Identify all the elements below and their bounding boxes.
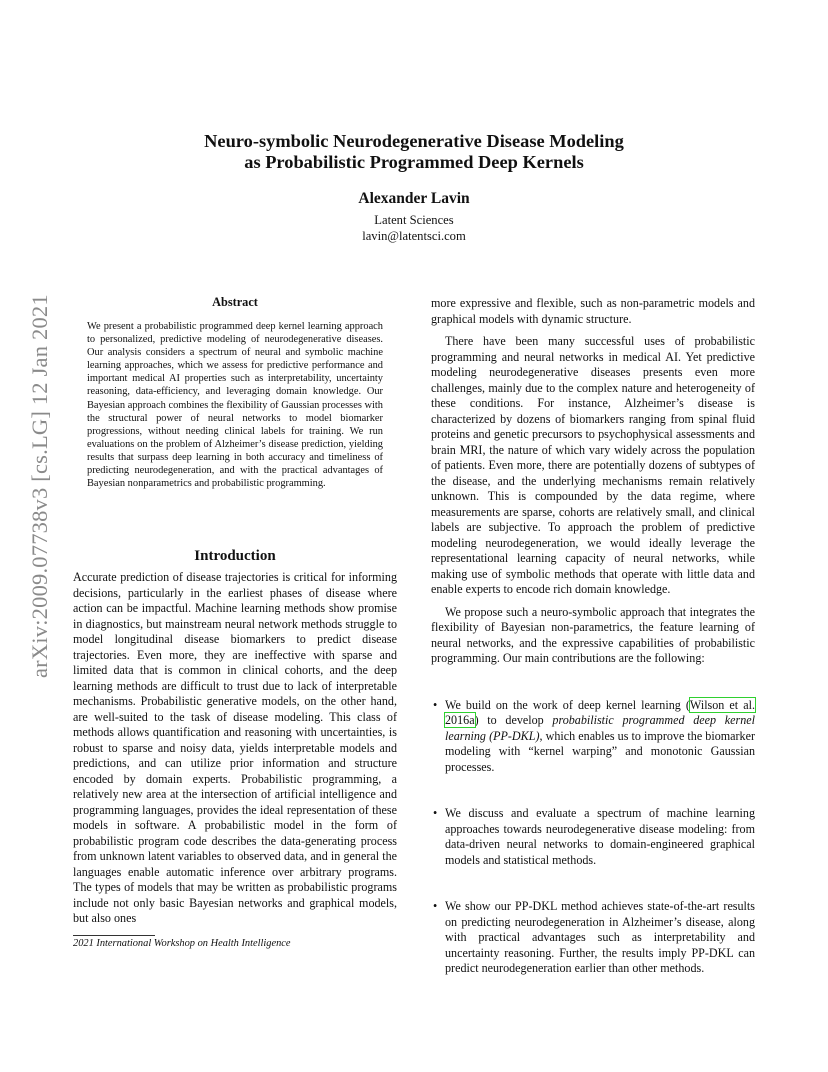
paragraph-challenges: There have been many successful uses of probabilistic programming and neural networks in medical AI. Yet predictive modeling neurodegenerative diseases presents even more challenges, mainly due to the complex nature and heterogeneity of these conditions. For instance, Alzheimer’s disease is characterized by dozens of biomarkers ranging from spinal fluid proteins and genetic precursors to psychophysical assessments and brain MRI, the nature of which vary widely across the population of patients. Even more, there are potentially dozens of subtypes of the disease, and the underlying mechanisms remain relatively unknown. This is compounded by the data regime, where measurements are sparse, cohorts are relatively small, and clinical labels are subjective. To approach the problem of predictive modeling neurodegeneration, we would ideally leverage the representational learning capacity of neural networks, while making use of symbolic methods that operate with little data and enable experts to encode rich domain knowledge. xyxy=(431,334,755,596)
bullet-icon: • xyxy=(433,806,438,820)
title-line-2: as Probabilistic Programmed Deep Kernels xyxy=(244,152,584,172)
right-column xyxy=(431,296,755,1008)
list-item-text: We build on the work of deep kernel learning ( xyxy=(445,697,690,712)
affiliation: Latent Sciences xyxy=(374,213,454,227)
footnote: 2021 International Workshop on Health Intelligence xyxy=(73,938,291,949)
intro-paragraph-1: Accurate prediction of disease trajectories is critical for informing decisions, particularly in the earliest phases of disease where action can be impactful. Machine learning methods show promise in diagnostics, but mainstream neural network methods struggle to model longitudinal disease biomarkers to predict disease trajectories. Even more, they are ineffective with sparse and limited data that is common in clinical cohorts, and the deep learning methods are difficult to trust due to lack of interpretable mechanisms. Probabilistic generative models, on the other hand, are well-suited to the task of disease modeling. This class of methods allows quantification and reasoning with uncertainties, is robust to sparse and noisy data, yields interpretable models and predictions, and can utilize prior information and structure encoded by domain experts. Probabilistic programming, a relatively new area at the intersection of artificial intelligence and programming languages, provides the ideal representation of these models in software. A probabilistic model in the form of probabilistic program code describes the data-generating process from unknown latent variables to observed data, and in general the languages enable automatic inference over arbitrary programs. The types of models that may be written as probabilistic programs include not only basic Bayesian networks and graphical models, but also ones xyxy=(73,570,397,925)
contributions-list xyxy=(431,698,755,977)
paragraph-proposal: We propose such a neuro-symbolic approach that integrates the flexibility of Bayesian non-parametrics, the feature learning of neural networks, and the expressive capabilities of probabilistic programming. Our main contributions are the following: xyxy=(431,604,755,665)
list-item xyxy=(431,698,755,776)
title-line-1: Neuro-symbolic Neurodegenerative Disease Modeling xyxy=(204,131,624,151)
list-item xyxy=(431,899,755,977)
list-item-text: , which enables us to improve the biomarker modeling with “kernel warping” and monotonic Gaussian processes. xyxy=(445,728,756,774)
email: lavin@latentsci.com xyxy=(362,229,466,243)
bullet-icon: • xyxy=(433,697,438,712)
introduction-heading: Introduction xyxy=(194,548,276,564)
list-item-text: We discuss and evaluate a spectrum of machine learning approaches towards neurodegenerative disease modeling: from data-driven neural networks to domain-engineered graphical models and statistical methods. xyxy=(445,806,755,867)
list-item xyxy=(431,806,755,868)
paragraph-continued: more expressive and flexible, such as non-parametric models and graphical models with dynamic structure. xyxy=(431,296,755,326)
footnote-rule xyxy=(73,935,155,936)
abstract-heading: Abstract xyxy=(212,295,258,309)
citation-link[interactable]: Wilson et al. 2016a xyxy=(445,697,755,727)
author-name: Alexander Lavin xyxy=(358,190,470,207)
bullet-icon: • xyxy=(433,899,438,913)
arxiv-stamp: arXiv:2009.07738v3 [cs.LG] 12 Jan 2021 xyxy=(27,294,52,678)
paper-title xyxy=(0,131,828,173)
list-item-text: We show our PP-DKL method achieves state-of-the-art results on predicting neurodegeneration in Alzheimer’s disease, along with practical advantages such as interpretability and uncertainty reasoning. Further, the results imply PP-DKL can predict neurodegeneration earlier than other methods. xyxy=(445,899,755,975)
abstract-text: We present a probabilistic programmed deep kernel learning approach to personalized, predictive modeling of neurodegenerative diseases. Our analysis considers a spectrum of neural and symbolic machine learning approaches, which we assess for predictive performance and important medical AI properties such as interpretability, uncertainty reasoning, data-efficiency, and leveraging domain knowledge. Our Bayesian approach combines the flexibility of Gaussian processes with the structural power of neural networks to model biomarker progressions, without needing clinical labels for training. We run evaluations on the problem of Alzheimer’s disease prediction, yielding results that surpass deep learning in both accuracy and timeliness of predicting neurodegeneration, and with the practical advantages of Bayesian nonparametrics and probabilistic programming. xyxy=(87,321,383,490)
introduction-text xyxy=(73,570,397,927)
author-affiliation-block xyxy=(0,212,828,244)
method-name-emphasis: probabilistic programmed deep kernel learning (PP-DKL) xyxy=(445,713,755,743)
list-item-text: ) to develop xyxy=(474,713,553,727)
